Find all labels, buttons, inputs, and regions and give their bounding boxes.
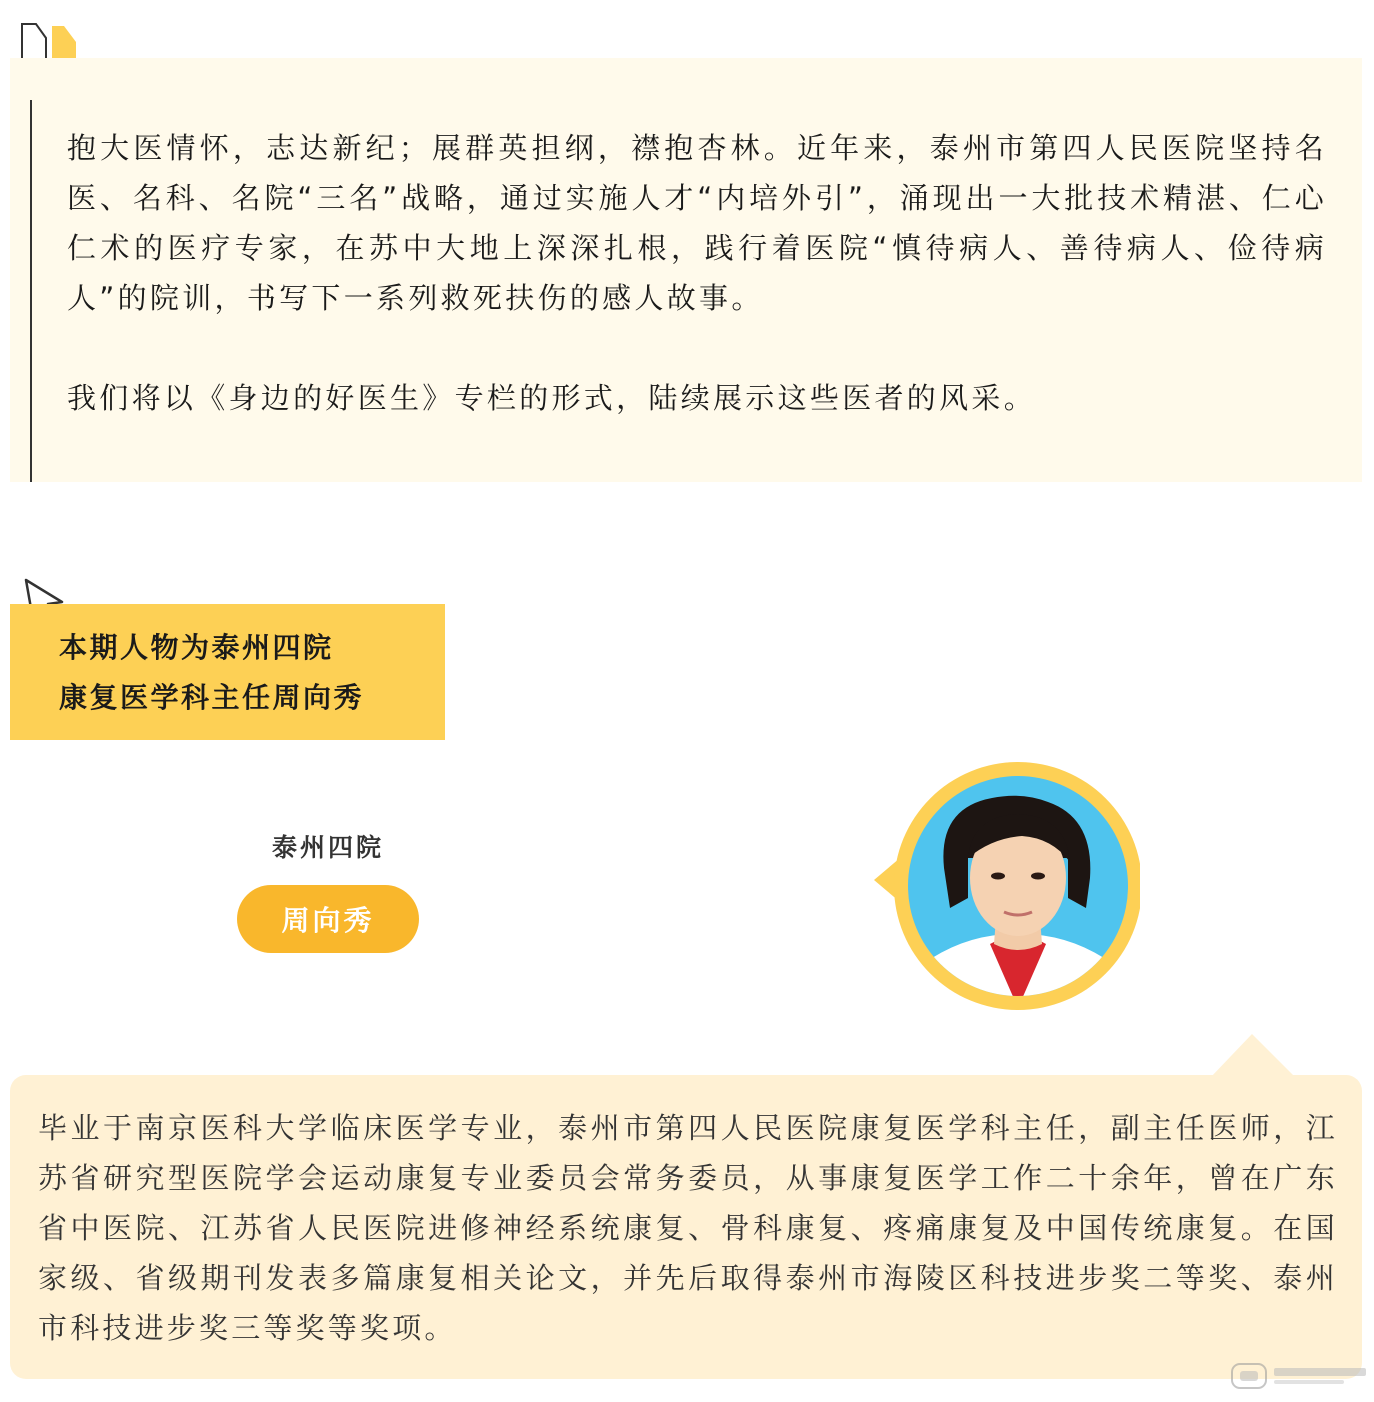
intro-column-note: 我们将以《身边的好医生》专栏的形式，陆续展示这些医者的风采。 [67,381,1037,415]
intro-accent-line [30,100,32,482]
intro-paragraph: 抱大医情怀，志达新纪；展群英担纲，襟抱杏林。近年来，泰州市第四人民医院坚持名医、名科、名院“三名”战略，通过实施人才“内培外引”，涌现出一大批技术精湛、仁心仁术的医疗专家，在苏中大地上深深扎根，践行着医院“慎待病人、善待病人、俭待病人”的院训，书写下一系列救死扶伤的感人故事。 [67,131,1327,315]
bio-pointer-notch [1210,1032,1300,1078]
doctor-avatar [872,758,1140,1014]
feature-title-line1: 本期人物为泰州四院 [59,631,334,664]
watermark-logo [1230,1358,1370,1392]
feature-banner [10,604,445,740]
feature-title-line2: 康复医学科主任周向秀 [59,681,365,714]
hospital-label: 泰州四院 [271,833,384,862]
doctor-name-badge: 周向秀 [237,885,419,953]
bio-paragraph: 毕业于南京医科大学临床医学专业，泰州市第四人民医院康复医学科主任，副主任医师，江苏省研究型医院学会运动康复专业委员会常务委员，从事康复医学工作二十余年，曾在广东省中医院、江苏省人民医院进修神经系统康复、骨科康复、疼痛康复及中国传统康复。在国家级、省级期刊发表多篇康复相关论文，并先后取得泰州市海陵区科技进步奖二等奖、泰州市科技进步奖三等奖等奖项。 [38,1111,1338,1345]
